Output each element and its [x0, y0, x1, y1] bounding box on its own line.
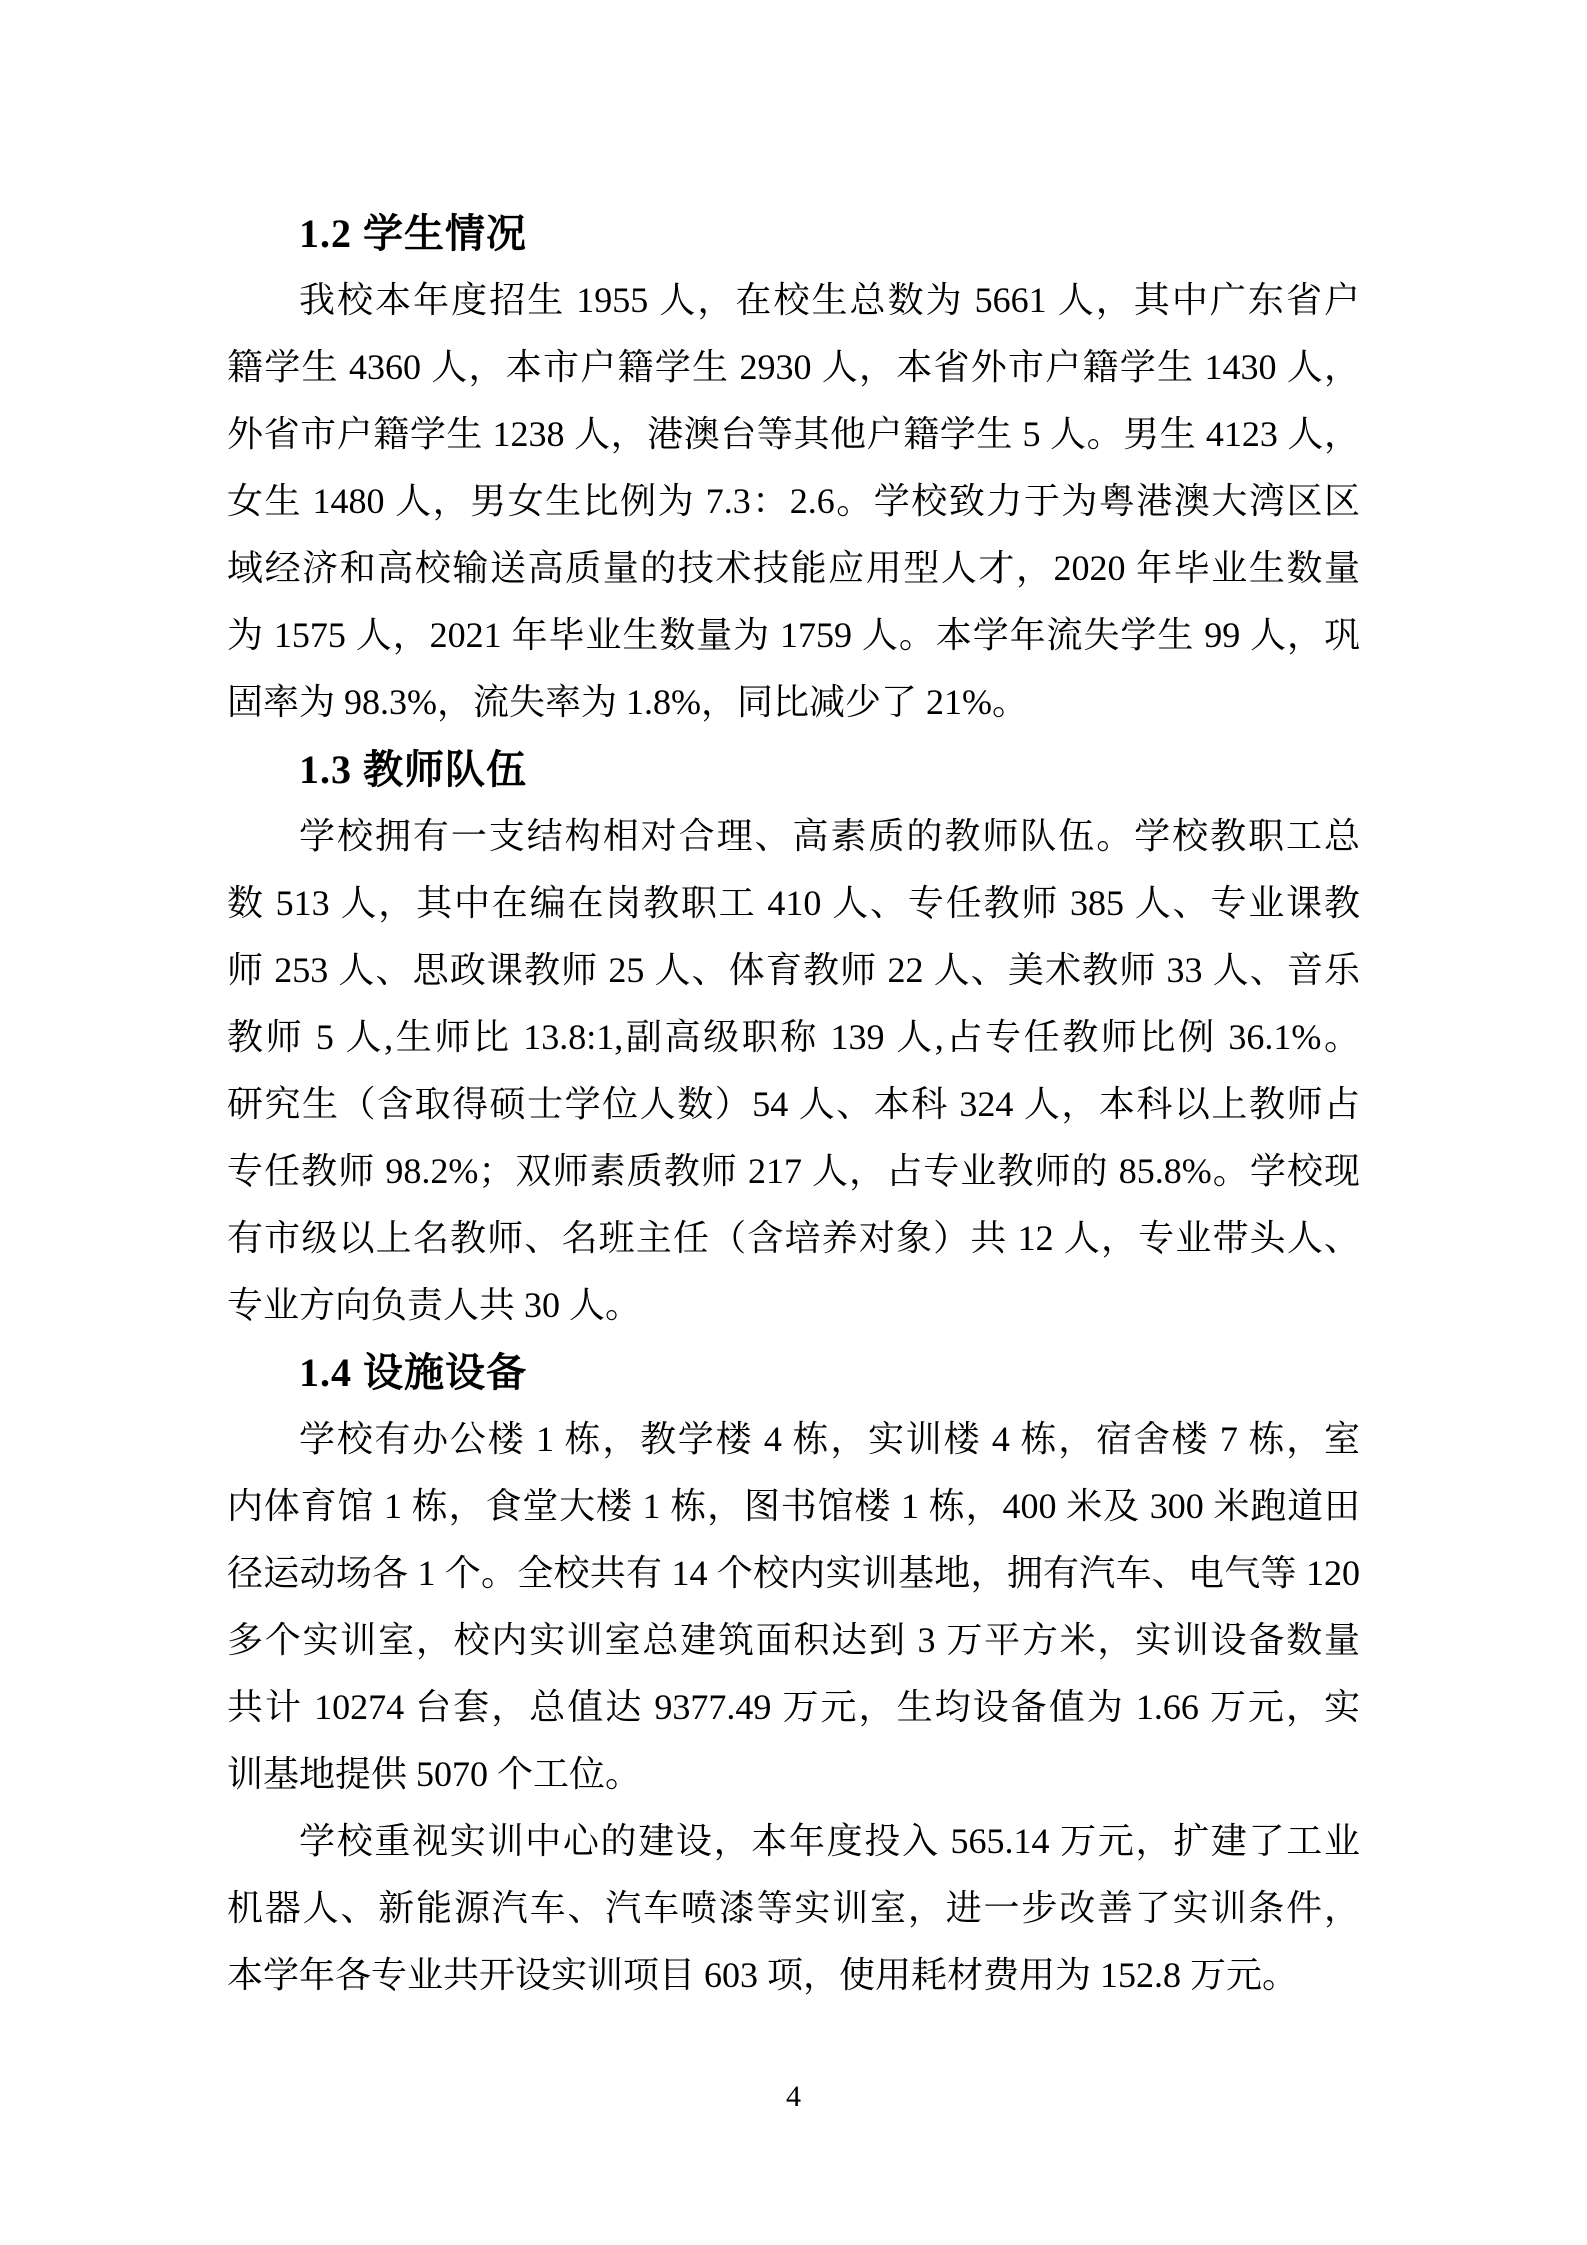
text-line: 多个实训室，校内实训室总建筑面积达到 3 万平方米，实训设备数量 [227, 1620, 1360, 1660]
text-line: 学校重视实训中心的建设，本年度投入 565.14 万元，扩建了工业 [299, 1821, 1360, 1861]
text-line: 内体育馆 1 栋，食堂大楼 1 栋，图书馆楼 1 栋，400 米及 300 米跑道田 [227, 1486, 1360, 1526]
text-line: 学校有办公楼 1 栋，教学楼 4 栋，实训楼 4 栋，宿舍楼 7 栋，室 [299, 1419, 1360, 1459]
text-line: 教师 5 人,生师比 13.8:1,副高级职称 139 人,占专任教师比例 36.1%。 [227, 1017, 1360, 1057]
text-line: 女生 1480 人，男女生比例为 7.3：2.6。学校致力于为粤港澳大湾区区 [227, 481, 1360, 521]
text-line: 机器人、新能源汽车、汽车喷漆等实训室，进一步改善了实训条件， [227, 1888, 1360, 1928]
text-line: 师 253 人、思政课教师 25 人、体育教师 22 人、美术教师 33 人、音乐 [227, 950, 1360, 990]
text-line: 我校本年度招生 1955 人，在校生总数为 5661 人，其中广东省户 [299, 280, 1360, 320]
text-line: 专业方向负责人共 30 人。 [227, 1285, 642, 1325]
text-line: 籍学生 4360 人，本市户籍学生 2930 人，本省外市户籍学生 1430 人， [227, 347, 1360, 387]
text-line: 专任教师 98.2%；双师素质教师 217 人，占专业教师的 85.8%。学校现 [227, 1151, 1360, 1191]
text-line: 径运动场各 1 个。全校共有 14 个校内实训基地，拥有汽车、电气等 120 [227, 1553, 1360, 1593]
section-heading-students: 1.2 学生情况 [299, 211, 527, 256]
page-number: 4 [786, 2080, 801, 2113]
text-line: 共计 10274 台套，总值达 9377.49 万元，生均设备值为 1.66 万元，实 [227, 1687, 1360, 1727]
text-block [227, 200, 1360, 2009]
text-line: 外省市户籍学生 1238 人，港澳台等其他户籍学生 5 人。男生 4123 人， [227, 414, 1360, 454]
text-line: 域经济和高校输送高质量的技术技能应用型人才，2020 年毕业生数量 [227, 548, 1360, 588]
text-line: 有市级以上名教师、名班主任（含培养对象）共 12 人，专业带头人、 [227, 1218, 1360, 1258]
section-heading-facilities: 1.4 设施设备 [299, 1350, 527, 1395]
text-line: 本学年各专业共开设实训项目 603 项，使用耗材费用为 152.8 万元。 [227, 1955, 1299, 1995]
text-line: 训基地提供 5070 个工位。 [227, 1754, 642, 1794]
section-heading-teachers: 1.3 教师队伍 [299, 747, 527, 792]
text-line: 固率为 98.3%，流失率为 1.8%，同比减少了 21%。 [227, 682, 1028, 722]
text-line: 数 513 人，其中在编在岗教职工 410 人、专任教师 385 人、专业课教 [227, 883, 1360, 923]
text-line: 为 1575 人，2021 年毕业生数量为 1759 人。本学年流失学生 99 人，巩 [227, 615, 1360, 655]
text-line: 研究生（含取得硕士学位人数）54 人、本科 324 人，本科以上教师占 [227, 1084, 1360, 1124]
text-line: 学校拥有一支结构相对合理、高素质的教师队伍。学校教职工总 [299, 816, 1360, 856]
